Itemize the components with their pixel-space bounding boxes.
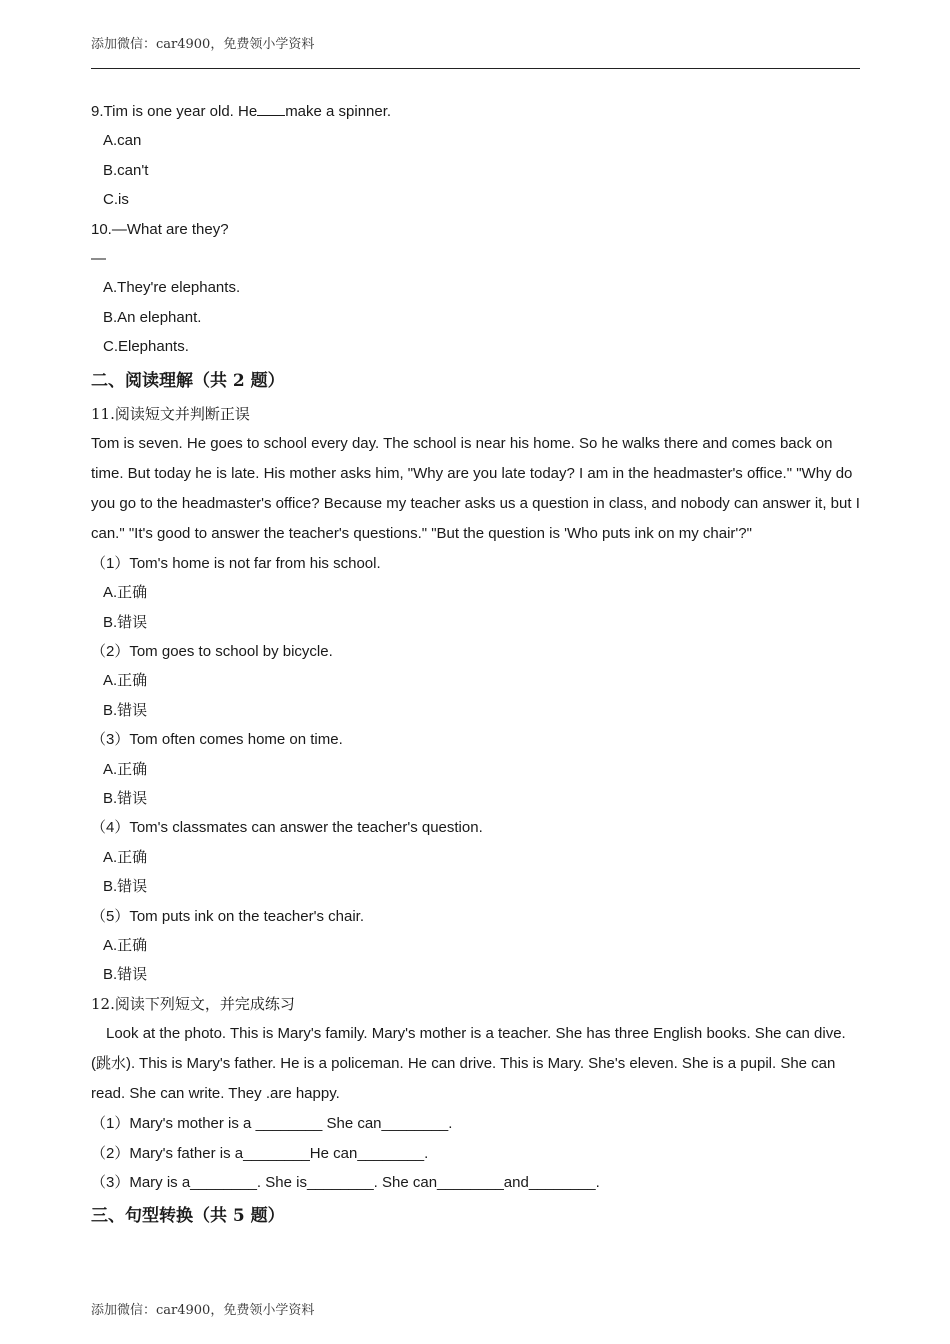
- q9-stem-after: make a spinner.: [285, 103, 392, 120]
- q9-stem: [91, 97, 860, 126]
- page-footer: 添加微信：car4900，免费领小学资料: [91, 1303, 315, 1318]
- q11-item-4-option-a: A.正确: [103, 848, 148, 866]
- q11-item-4-option-b: B.错误: [103, 878, 148, 896]
- q12-title: 12.阅读下列短文，并完成练习: [91, 994, 295, 1013]
- q9-stem-before: 9.Tim is one year old. He: [91, 103, 258, 120]
- q11-item-5: （5）Tom puts ink on the teacher's chair.: [91, 907, 364, 925]
- q11-item-2-option-b: B.错误: [103, 701, 148, 719]
- q12-item-3: （3）Mary is a________. She is________. She can________and________.: [91, 1173, 600, 1191]
- q11-item-2-option-a: A.正确: [103, 672, 148, 690]
- q9-option-a: A.can: [103, 132, 142, 150]
- section-3-title: 三、句型转换（共 5 题）: [91, 1206, 285, 1227]
- q11-item-5-option-b: B.错误: [103, 966, 148, 984]
- q12-item-2: （2）Mary's father is a________He can________.: [91, 1144, 429, 1162]
- q11-item-3-option-b: B.错误: [103, 790, 148, 808]
- q9-option-c: C.is: [103, 191, 129, 209]
- q11-passage: Tom is seven. He goes to school every day. The school is near his home. So he walks there and comes back on time. But today he is late. His mother asks him, "Why are you late today? I am in the headmaster's office." "Why do you go to the headmaster's office? Because my teacher asks us a question in class, and nobody can answer it, but I can." "It's good to answer the teacher's questions." "But the question is 'Who puts ink on my chair'?": [91, 434, 860, 542]
- q11-item-1: （1）Tom's home is not far from his school.: [91, 554, 381, 572]
- q9-option-b: B.can't: [103, 161, 149, 179]
- q11-item-4: （4）Tom's classmates can answer the teacher's question.: [91, 819, 483, 837]
- q9-answer-blank: [257, 101, 285, 116]
- q11-item-3: （3）Tom often comes home on time.: [91, 731, 343, 749]
- section-2-title: 二、阅读理解（共 2 题）: [91, 370, 285, 391]
- q11-item-2: （2）Tom goes to school by bicycle.: [91, 643, 333, 661]
- q11-item-1-option-b: B.错误: [103, 613, 148, 631]
- document-body: [91, 97, 860, 1235]
- q10-option-a: A.They're elephants.: [103, 279, 241, 297]
- q11-title: 11.阅读短文并判断正误: [91, 404, 250, 423]
- q10-option-b: B.An elephant.: [103, 308, 202, 326]
- header-divider: [91, 68, 860, 69]
- page-header: 添加微信：car4900，免费领小学资料: [91, 37, 315, 52]
- q10-dash: —: [91, 249, 106, 267]
- q11-item-1-option-a: A.正确: [103, 584, 148, 602]
- q11-item-5-option-a: A.正确: [103, 936, 148, 954]
- q12-passage: Look at the photo. This is Mary's family. Mary's mother is a teacher. She has three English books. She can dive.(跳水). This is Mary's father. He is a policeman. He can drive. This is Mary. She's eleven. She is a pupil. She can read. She can write. They .are happy.: [91, 1025, 846, 1103]
- q12-item-1: （1）Mary's mother is a ________ She can________.: [91, 1115, 453, 1133]
- q11-item-3-option-a: A.正确: [103, 760, 148, 778]
- q10-stem: 10.—What are they?: [91, 220, 229, 238]
- q10-option-c: C.Elephants.: [103, 338, 189, 356]
